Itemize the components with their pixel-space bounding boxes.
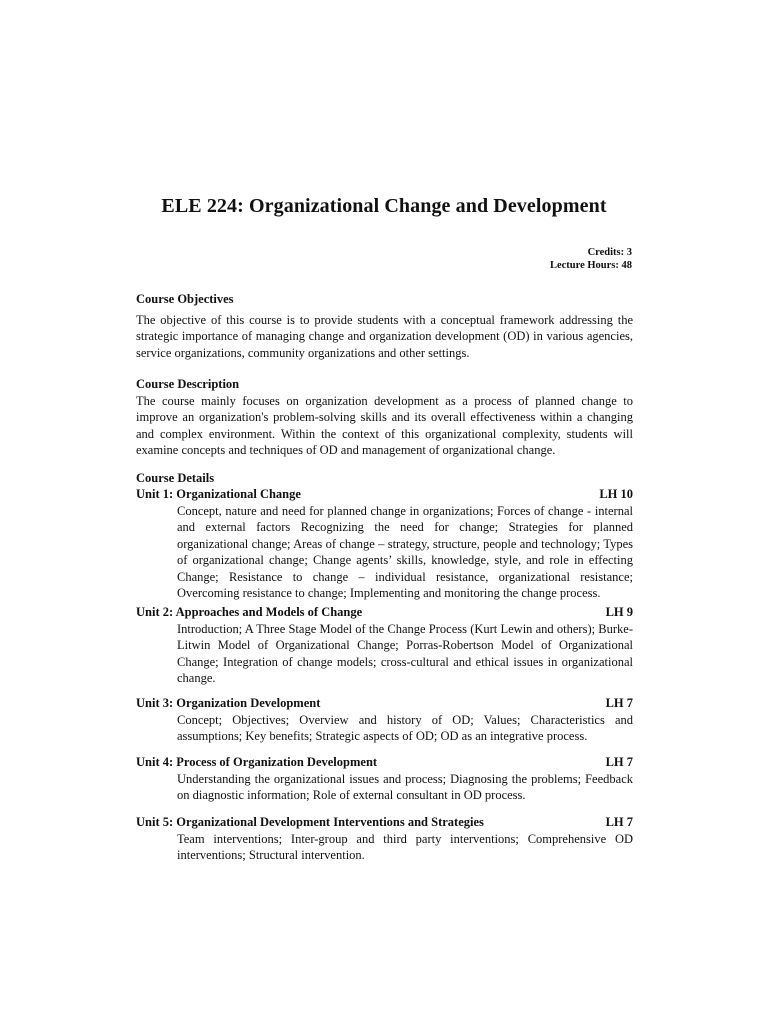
unit-2 [136, 604, 633, 687]
unit-hours: LH 7 [605, 696, 633, 710]
details-heading: Course Details [136, 471, 215, 485]
unit-content: Team interventions; Inter-group and third party interventions; Comprehensive OD interventions; Structural intervention. [177, 831, 633, 862]
description-text: The course mainly focuses on organization development as a process of planned change to improve an organization's problem-solving skills and its overall effectiveness within a changing and complex environment. Within the context of this organizational complexity, students will examine concepts and techniques of OD and management of organizational change. [136, 393, 633, 457]
unit-1 [136, 486, 633, 602]
unit-content: Introduction; A Three Stage Model of the Change Process (Kurt Lewin and others); Burke-Litwin Model of Organizational Change; Porras-Robertson Model of Organizational Change; Integration of change models; cross-cultural and ethical issues in organizational change. [177, 621, 633, 685]
unit-header [136, 754, 633, 771]
unit-header [136, 814, 633, 831]
unit-title: Unit 2: Approaches and Models of Change [136, 605, 363, 619]
unit-hours: LH 7 [605, 815, 633, 829]
unit-hours: LH 7 [605, 755, 633, 769]
unit-content: Concept, nature and need for planned change in organizations; Forces of change - internal and external factors Recognizing the need for change; Strategies for planned organizational change; Areas of change – strategy, structure, people and technology; Types of organizational change; Change agents’ skills, knowledge, style, and role in effecting Change; Resistance to change – individual resistance, organizational resistance; Overcoming resistance to change; Implementing and monitoring the change process. [177, 503, 633, 600]
unit-content: Understanding the organizational issues and process; Diagnosing the problems; Feedback on diagnostic information; Role of external consultant in OD process. [177, 771, 633, 802]
unit-5 [136, 814, 633, 864]
unit-3 [136, 695, 633, 745]
unit-4 [136, 754, 633, 804]
unit-title: Unit 3: Organization Development [136, 696, 321, 710]
lecture-hours: Lecture Hours: 48 [549, 260, 632, 271]
objectives-section [136, 291, 633, 361]
unit-title: Unit 5: Organizational Development Interventions and Strategies [136, 815, 484, 829]
credits: Credits: 3 [587, 247, 632, 258]
course-meta [550, 246, 632, 272]
unit-hours: LH 10 [599, 487, 633, 501]
details-heading-block [136, 470, 633, 487]
unit-hours: LH 9 [605, 605, 633, 619]
unit-title: Unit 1: Organizational Change [136, 487, 301, 501]
description-heading: Course Description [136, 377, 240, 391]
description-section [136, 376, 633, 459]
course-title: ELE 224: Organizational Change and Development [161, 195, 607, 217]
unit-title: Unit 4: Process of Organization Development [136, 755, 378, 769]
unit-header [136, 486, 633, 503]
unit-content: Concept; Objectives; Overview and history of OD; Values; Characteristics and assumptions; Key benefits; Strategic aspects of OD; OD as an integrative process. [177, 712, 633, 743]
objectives-text: The objective of this course is to provide students with a conceptual framework addressing the strategic importance of managing change and organization development (OD) in various agencies, service organizations, community organizations and other settings. [136, 312, 633, 360]
unit-header [136, 695, 633, 712]
objectives-heading: Course Objectives [136, 292, 234, 306]
unit-header [136, 604, 633, 621]
